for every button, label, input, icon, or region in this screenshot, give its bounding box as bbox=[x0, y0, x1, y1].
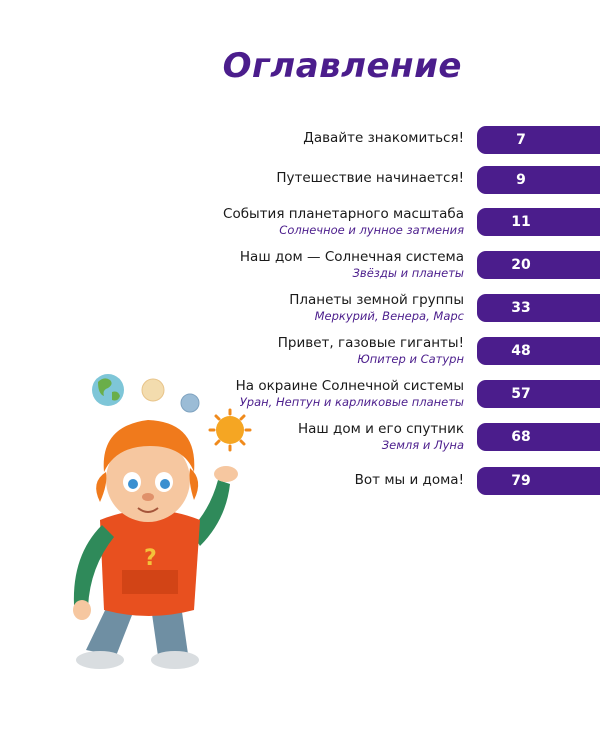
toc-entry-subtitle: Юпитер и Сатурн bbox=[357, 352, 464, 366]
page-number-badge[interactable] bbox=[477, 166, 600, 194]
earth-icon bbox=[92, 374, 124, 406]
page-number-badge[interactable] bbox=[477, 208, 600, 236]
toc-entry-title: Давайте знакомиться! bbox=[303, 130, 464, 146]
toc-entry-title: Наш дом и его спутник bbox=[297, 421, 464, 437]
svg-text:?: ? bbox=[144, 546, 157, 571]
page-number-badge[interactable] bbox=[477, 423, 600, 451]
page-number: 79 bbox=[511, 473, 531, 489]
toc-entry-title: Путешествие начинается! bbox=[276, 170, 464, 186]
toc-entry[interactable] bbox=[278, 335, 464, 367]
toc-entry-subtitle: Звёзды и планеты bbox=[352, 266, 464, 280]
toc-entry-subtitle: Меркурий, Венера, Марс bbox=[314, 309, 464, 323]
page-number: 11 bbox=[511, 214, 531, 230]
boy-with-planets-illustration bbox=[40, 360, 260, 680]
toc-entry[interactable] bbox=[298, 421, 464, 453]
toc-entry-title: Привет, газовые гиганты! bbox=[277, 335, 464, 351]
page-number-badge[interactable] bbox=[477, 467, 600, 495]
page-number-badge[interactable] bbox=[477, 294, 600, 322]
toc-entry[interactable] bbox=[289, 292, 464, 324]
toc-entry[interactable] bbox=[355, 472, 464, 489]
page-number: 7 bbox=[516, 132, 526, 148]
page-number: 20 bbox=[511, 257, 531, 273]
toc-entry[interactable] bbox=[303, 130, 464, 147]
page-number-badge[interactable] bbox=[477, 126, 600, 154]
page-number-badge[interactable] bbox=[477, 251, 600, 279]
toc-entry-title: События планетарного масштаба bbox=[223, 206, 464, 222]
toc-entry[interactable] bbox=[240, 249, 464, 281]
page-number: 48 bbox=[511, 343, 531, 359]
toc-entry[interactable] bbox=[236, 378, 464, 410]
toc-entry-title: Наш дом — Солнечная система bbox=[239, 249, 464, 265]
page-number-badge[interactable] bbox=[477, 380, 600, 408]
toc-entry-title: Вот мы и дома! bbox=[354, 472, 464, 488]
toc-entry-title: На окраине Солнечной системы bbox=[235, 378, 464, 394]
page-number: 9 bbox=[516, 172, 526, 188]
toc-entry-subtitle: Солнечное и лунное затмения bbox=[279, 223, 464, 237]
sun-icon bbox=[210, 410, 250, 450]
toc-entry[interactable] bbox=[276, 170, 464, 187]
page-number: 57 bbox=[511, 386, 531, 402]
toc-entry-title: Планеты земной группы bbox=[289, 292, 464, 308]
page-number: 33 bbox=[511, 300, 531, 316]
toc-entry-subtitle: Земля и Луна bbox=[381, 438, 464, 452]
toc-entry-subtitle: Уран, Нептун и карликовые планеты bbox=[239, 395, 464, 409]
neptune-icon bbox=[181, 394, 199, 412]
page-title: Оглавление bbox=[222, 46, 462, 86]
venus-icon bbox=[142, 379, 164, 401]
toc-entry[interactable] bbox=[223, 206, 464, 238]
page-number-badge[interactable] bbox=[477, 337, 600, 365]
page-number: 68 bbox=[511, 429, 531, 445]
